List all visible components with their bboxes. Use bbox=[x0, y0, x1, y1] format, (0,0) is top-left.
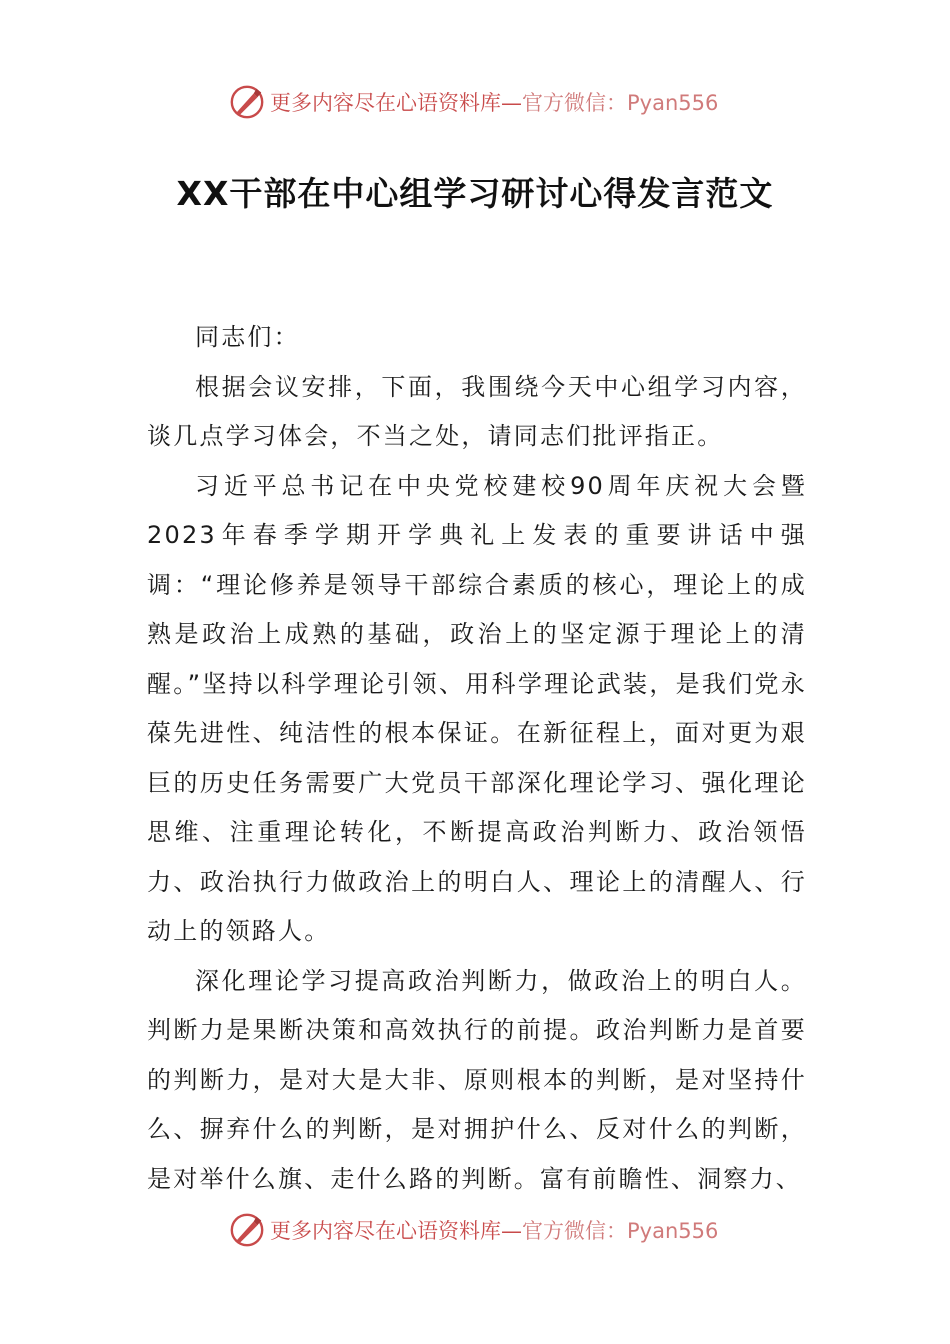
paragraph: 习近平总书记在中央党校建校90周年庆祝大会暨2023年春季学期开学典礼上发表的重要讲话中强调：“理论修养是领导干部综合素质的核心，理论上的成熟是政治上成熟的基础，政治上的坚定源于理论上的清醒。”坚持以科学理论引领、用科学理论武装，是我们党永葆先进性、纯洁性的根本保证。在新征程上，面对更为艰巨的历史任务需要广大党员干部深化理论学习、强化理论思维、注重理论转化，不断提高政治判断力、政治领悟力、政治执行力做政治上的明白人、理论上的清醒人、行动上的领路人。 bbox=[147, 471, 807, 945]
watermark-wechat: 官方微信：Pyan556 bbox=[522, 91, 719, 115]
watermark-banner-bottom bbox=[228, 1210, 748, 1250]
watermark-text: 更多内容尽在心语资料库— bbox=[270, 1219, 522, 1243]
document-title: XX干部在中心组学习研讨心得发言范文 bbox=[176, 174, 774, 213]
pen-logo-icon bbox=[228, 1211, 266, 1249]
watermark-banner-top bbox=[228, 82, 748, 122]
paragraph: 深化理论学习提高政治判断力，做政治上的明白人。判断力是果断决策和高效执行的前提。政治判断力是首要的判断力，是对大是大非、原则根本的判断，是对坚持什么、摒弃什么的判断，是对拥护什么、反对什么的判断，是对举什么旗、走什么路的判断。富有前瞻性、洞察力、 bbox=[147, 966, 807, 1193]
pen-logo-icon bbox=[228, 83, 266, 121]
salutation: 同志们： bbox=[195, 323, 300, 351]
watermark-text: 更多内容尽在心语资料库— bbox=[270, 91, 522, 115]
watermark-wechat: 官方微信：Pyan556 bbox=[522, 1219, 719, 1243]
document-body bbox=[147, 313, 807, 1204]
paragraph: 根据会议安排，下面，我围绕今天中心组学习内容，谈几点学习体会，不当之处，请同志们批评指正。 bbox=[147, 372, 807, 450]
